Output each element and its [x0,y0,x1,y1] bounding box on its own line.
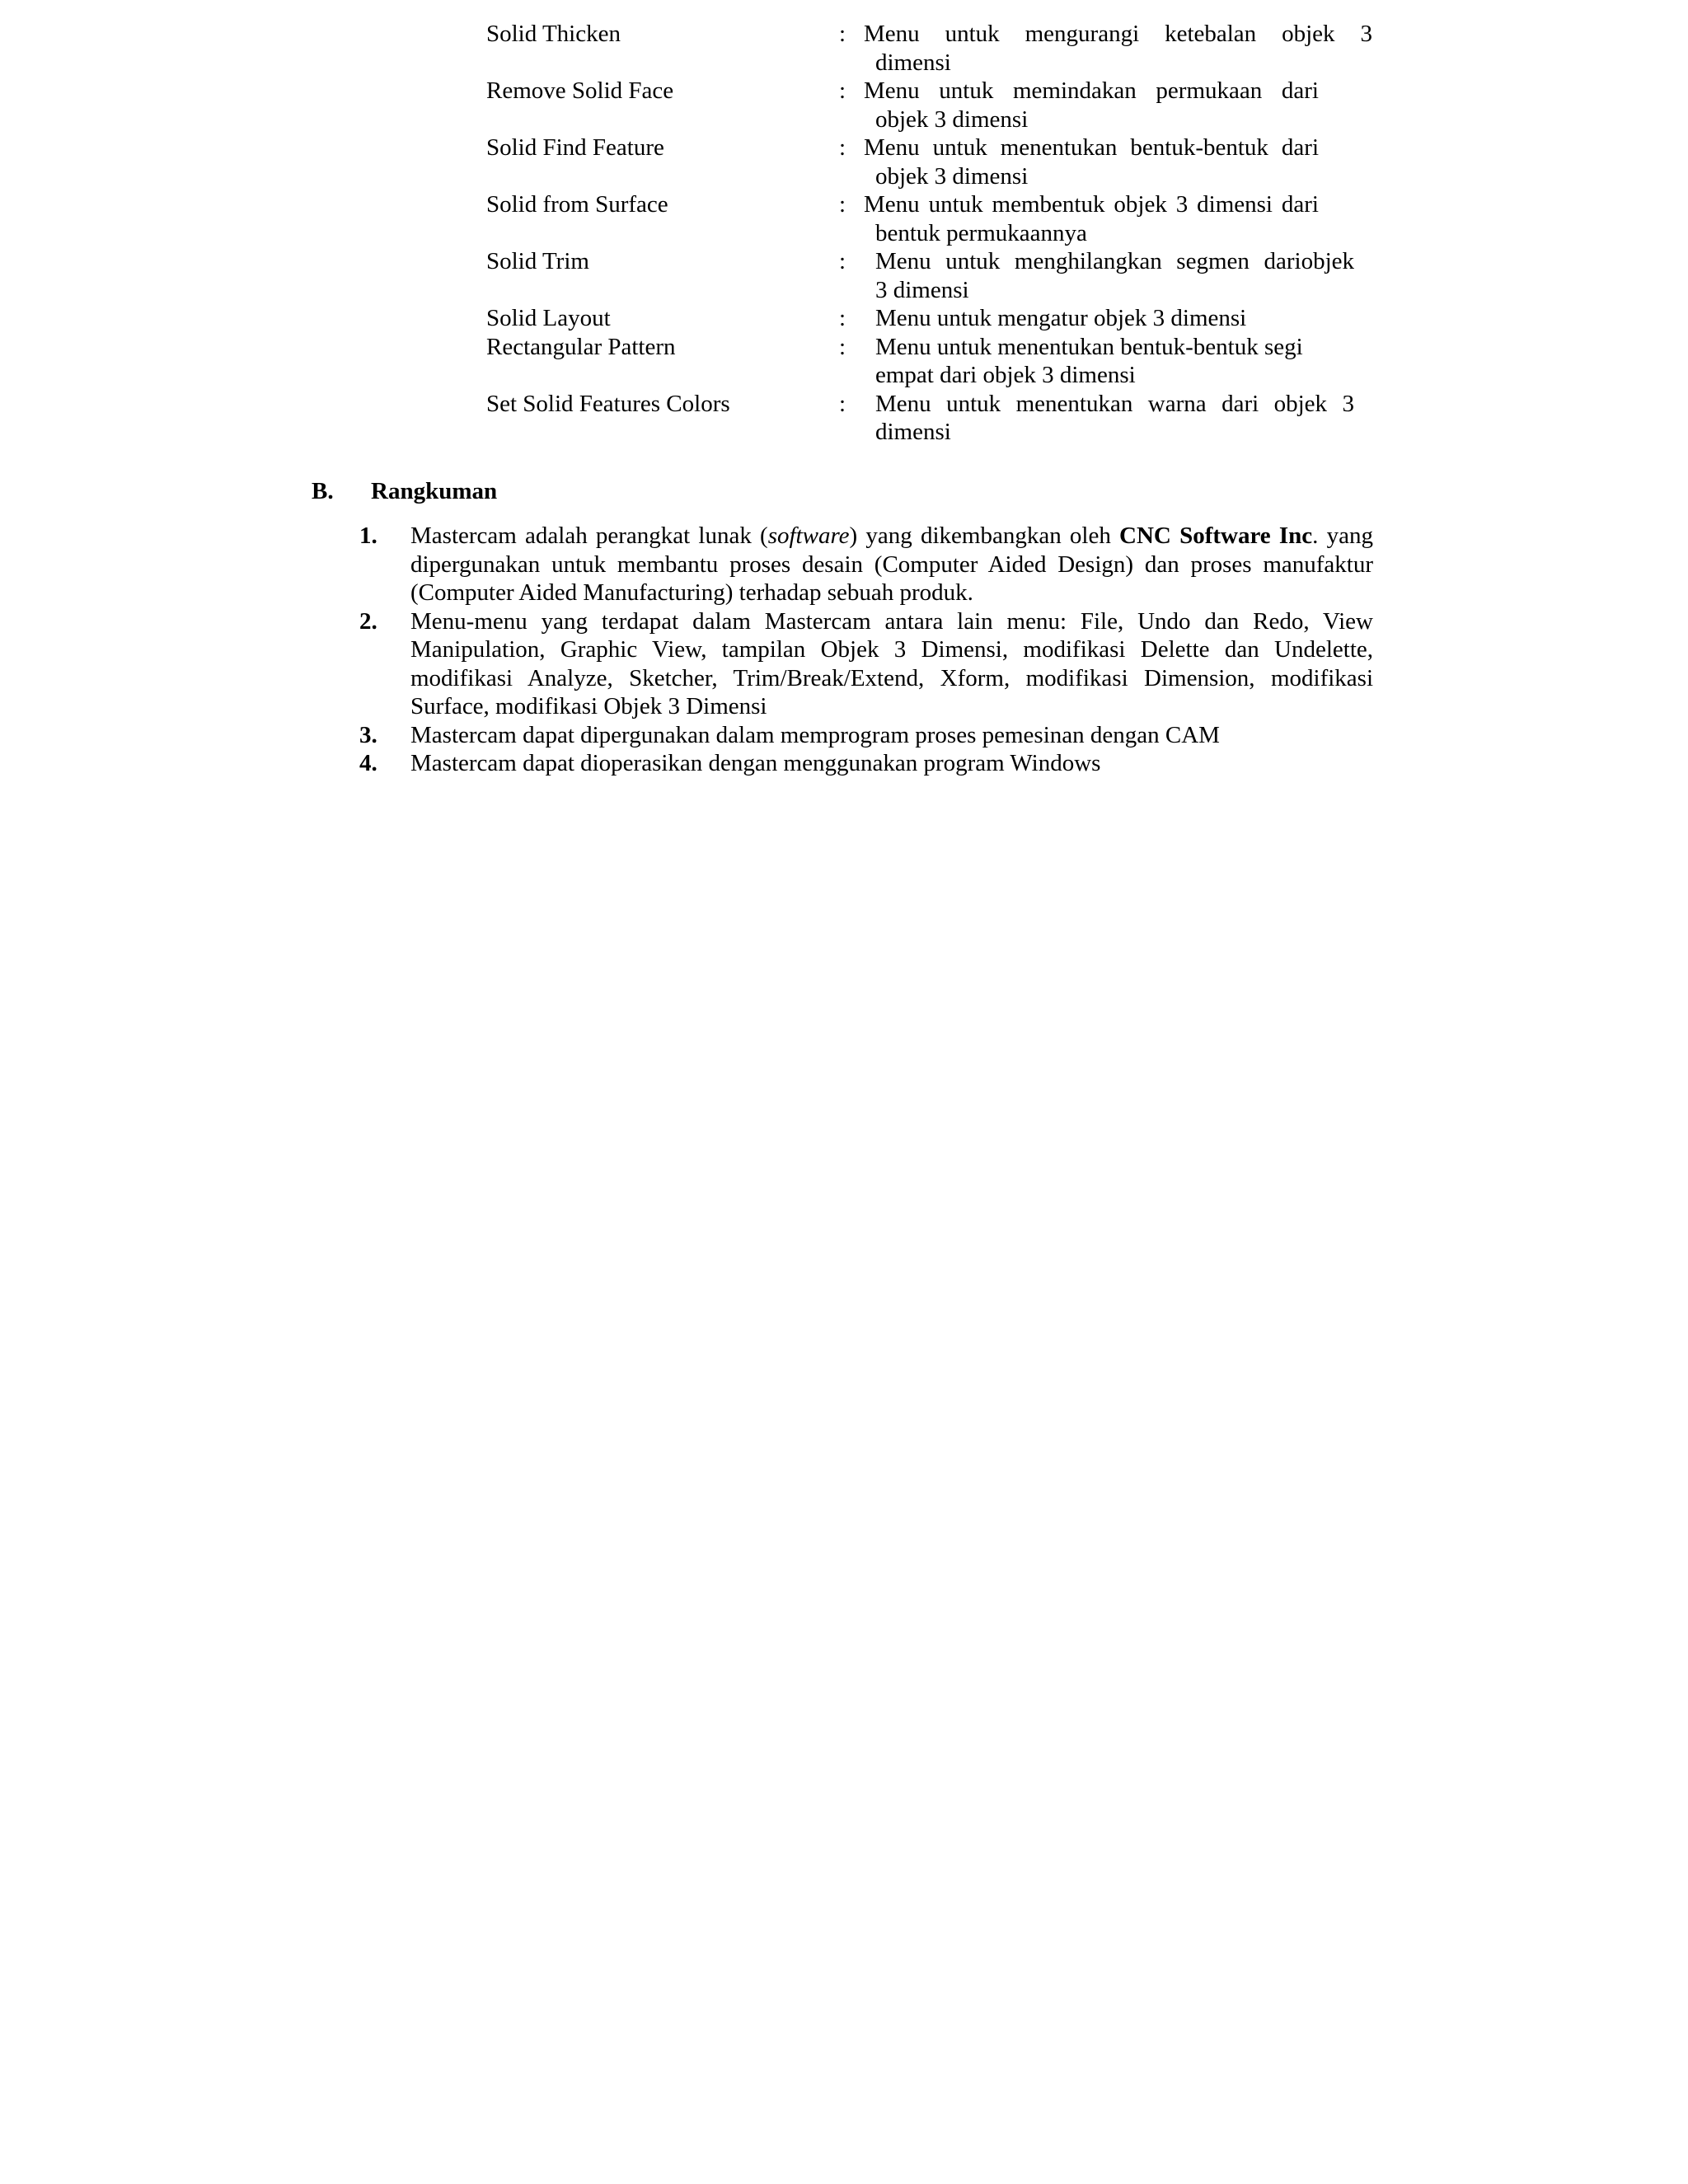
definition-separator: : [839,191,846,218]
list-item-text: Mastercam dapat dioperasikan dengan menggunakan program Windows [410,750,1101,776]
menu-definition-list [486,20,1372,447]
definition-description [864,190,1372,247]
definition-description [864,390,1372,447]
definition-row [486,77,1372,134]
definition-line-2: bentuk permukaannya [875,219,1087,246]
list-item [359,749,1373,778]
list-number: 4. [359,750,377,776]
definition-line-1: Menu untuk memindakan permukaan dari [864,77,1319,104]
definition-separator: : [839,77,846,104]
text-fragment: . yang dipergunakan untuk membantu proses desain (Computer Aided Design) dan proses manufaktur (Computer Aided Manufacturing) terhadap sebuah produk. [410,523,1373,606]
definition-term: Remove Solid Face [486,77,674,104]
definition-description [864,333,1372,390]
italic-term: software [767,523,850,549]
definition-row [486,333,1372,390]
list-item-text [410,522,1373,607]
definition-line-2: 3 dimensi [875,276,969,303]
definition-line-2: empat dari objek 3 dimensi [875,362,1136,388]
definition-term: Solid Trim [486,248,589,274]
definition-line-1: Menu untuk menghilangkan segmen dariobjek [875,248,1354,274]
definition-row [486,390,1372,447]
section-title: Rangkuman [371,478,498,504]
definition-separator: : [839,333,846,360]
definition-description [864,304,1372,333]
definition-line-2: dimensi [875,49,951,76]
definition-separator: : [839,21,846,47]
list-item-text: Mastercam dapat dipergunakan dalam memprogram proses pemesinan dengan CAM [410,721,1220,748]
definition-line-1: Menu untuk menentukan bentuk-bentuk dari [864,134,1319,161]
list-item [359,721,1373,750]
section-letter: B. [312,478,334,504]
summary-list [359,522,1373,778]
list-number: 2. [359,607,377,635]
text-fragment: ) yang dikembangkan oleh [849,523,1120,549]
definition-term: Solid Layout [486,305,611,331]
list-number: 3. [359,721,377,748]
definition-line-2: dimensi [875,419,951,445]
list-item [359,522,1373,607]
definition-term: Solid from Surface [486,191,668,218]
text-fragment: Mastercam adalah perangkat lunak ( [410,523,768,549]
list-item [359,607,1373,721]
definition-description [864,77,1372,134]
definition-row [486,20,1372,77]
definition-term: Solid Thicken [486,21,621,47]
definition-line-1: Menu untuk menentukan warna dari objek 3 [875,390,1354,417]
definition-row [486,190,1372,247]
definition-line-1: Menu untuk mengatur objek 3 dimensi [875,305,1247,331]
definition-line-1: Menu untuk menentukan bentuk-bentuk segi [875,333,1303,360]
definition-separator: : [839,248,846,274]
definition-description [864,134,1372,190]
definition-line-1: Menu untuk mengurangi ketebalan objek 3 [864,21,1372,47]
section-heading [312,478,497,505]
definition-row [486,304,1372,333]
list-number: 1. [359,523,377,549]
definition-line-2: objek 3 dimensi [875,162,1029,190]
definition-separator: : [839,305,846,331]
definition-term: Rectangular Pattern [486,333,676,360]
definition-term: Solid Find Feature [486,134,664,161]
definition-description [864,20,1372,77]
definition-line-2: objek 3 dimensi [875,105,1029,133]
definition-description [864,247,1372,304]
bold-company-name: CNC Software Inc [1119,523,1313,549]
definition-line-1: Menu untuk membentuk objek 3 dimensi dari [864,191,1319,218]
definition-row [486,247,1372,304]
definition-term: Set Solid Features Colors [486,390,730,417]
definition-row [486,134,1372,190]
definition-separator: : [839,390,846,417]
definition-separator: : [839,134,846,161]
list-item-text: Menu-menu yang terdapat dalam Mastercam antara lain menu: File, Undo dan Redo, View Manipulation, Graphic View, tampilan Objek 3 Dimensi, modifikasi Delette dan Undelette, modifikasi Analyze, Sketcher, Trim/Break/Extend, Xform, modifikasi Dimension, modifikasi Surface, modifikasi Objek 3 Dimensi [410,607,1373,719]
